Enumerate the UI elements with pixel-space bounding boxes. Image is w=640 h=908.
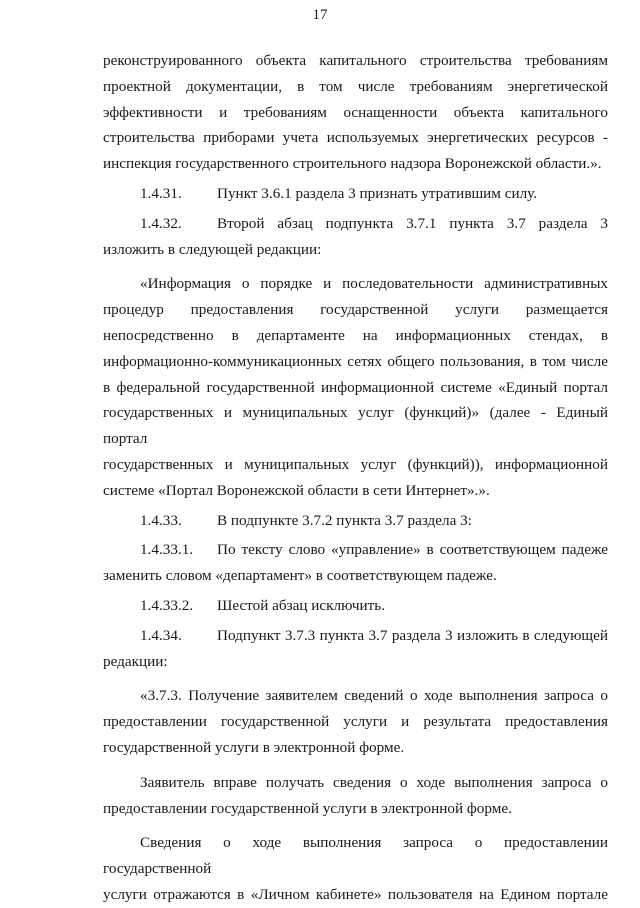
clause-number: 1.4.31. — [140, 184, 182, 202]
clause-1-4-33-1 — [103, 537, 608, 563]
clause-text: По тексту слово «управление» в соответствующем падеже — [217, 541, 608, 559]
clause-number: 1.4.33.1. — [140, 541, 194, 559]
clause-1-4-34 — [103, 623, 608, 649]
paragraph-line: инспекция государственного строительного надзора Воронежской области.». — [103, 155, 602, 173]
clause-1-4-33-2 — [103, 593, 608, 619]
quote-line: государственных и муниципальных услуг (функций)» (далее - Единый портал — [103, 404, 608, 448]
quote-line: «3.7.3. Получение заявителем сведений о ходе выполнения запроса о — [140, 687, 608, 705]
quote-line: в федеральной государственной информационной системе «Единый портал — [103, 378, 608, 396]
quote-line: процедур предоставления государственной услуги размещается — [103, 301, 608, 319]
clause-text-continued: заменить словом «департамент» в соответствующем падеже. — [103, 567, 497, 585]
paragraph-line: реконструированного объекта капитального строительства требованиям — [103, 52, 608, 69]
clause-number: 1.4.32. — [140, 214, 182, 232]
clause-text: В подпункте 3.7.2 пункта 3.7 раздела 3: — [217, 511, 472, 529]
clause-1-4-31 — [103, 181, 608, 207]
clause-number: 1.4.33.2. — [140, 596, 194, 614]
paragraph-line: предоставлении государственной услуги в электронной форме. — [103, 799, 512, 817]
paragraph-line: строительства приборами учета используемых энергетических ресурсов - — [103, 129, 608, 147]
quote-line: государственной услуги в электронной форме. — [103, 738, 405, 756]
clause-text: Шестой абзац исключить. — [217, 596, 385, 614]
quote-line: системе «Портал Воронежской области в сети Интернет».». — [103, 481, 490, 499]
clause-text-continued: изложить в следующей редакции: — [103, 240, 322, 258]
clause-text: Пункт 3.6.1 раздела 3 признать утратившим силу. — [217, 184, 538, 202]
clause-1-4-33 — [103, 508, 608, 534]
clause-number: 1.4.34. — [140, 626, 182, 644]
paragraph-line: услуги отражаются в «Личном кабинете» пользователя на Едином портале — [103, 885, 608, 903]
quote-line: непосредственно в департаменте на информационных стендах, в — [103, 326, 608, 344]
document-body — [103, 48, 608, 908]
clause-1-4-32 — [103, 211, 608, 237]
quote-line: информационно-коммуникационных сетях общего пользования, в том числе — [103, 352, 608, 370]
page-number: 17 — [312, 7, 328, 23]
clause-text: Второй абзац подпункта 3.7.1 пункта 3.7 раздела 3 — [217, 214, 608, 232]
clause-text: Подпункт 3.7.3 пункта 3.7 раздела 3 изложить в следующей — [217, 626, 608, 644]
paragraph-line: эффективности и требованиям оснащенности объекта капитального — [103, 103, 608, 121]
quote-line: «Информация о порядке и последовательности административных — [140, 275, 608, 293]
paragraph-line: Заявитель вправе получать сведения о ходе выполнения запроса о — [140, 773, 608, 791]
paragraph-line: проектной документации, в том числе требованиям энергетической — [103, 77, 608, 95]
paragraph-line: Сведения о ходе выполнения запроса о предоставлении государственной — [103, 834, 608, 878]
clause-number: 1.4.33. — [140, 511, 182, 529]
quote-line: предоставлении государственной услуги и результата предоставления — [103, 713, 608, 731]
quote-line: государственных и муниципальных услуг (функций)), информационной — [103, 455, 608, 473]
clause-text-continued: редакции: — [103, 652, 168, 670]
